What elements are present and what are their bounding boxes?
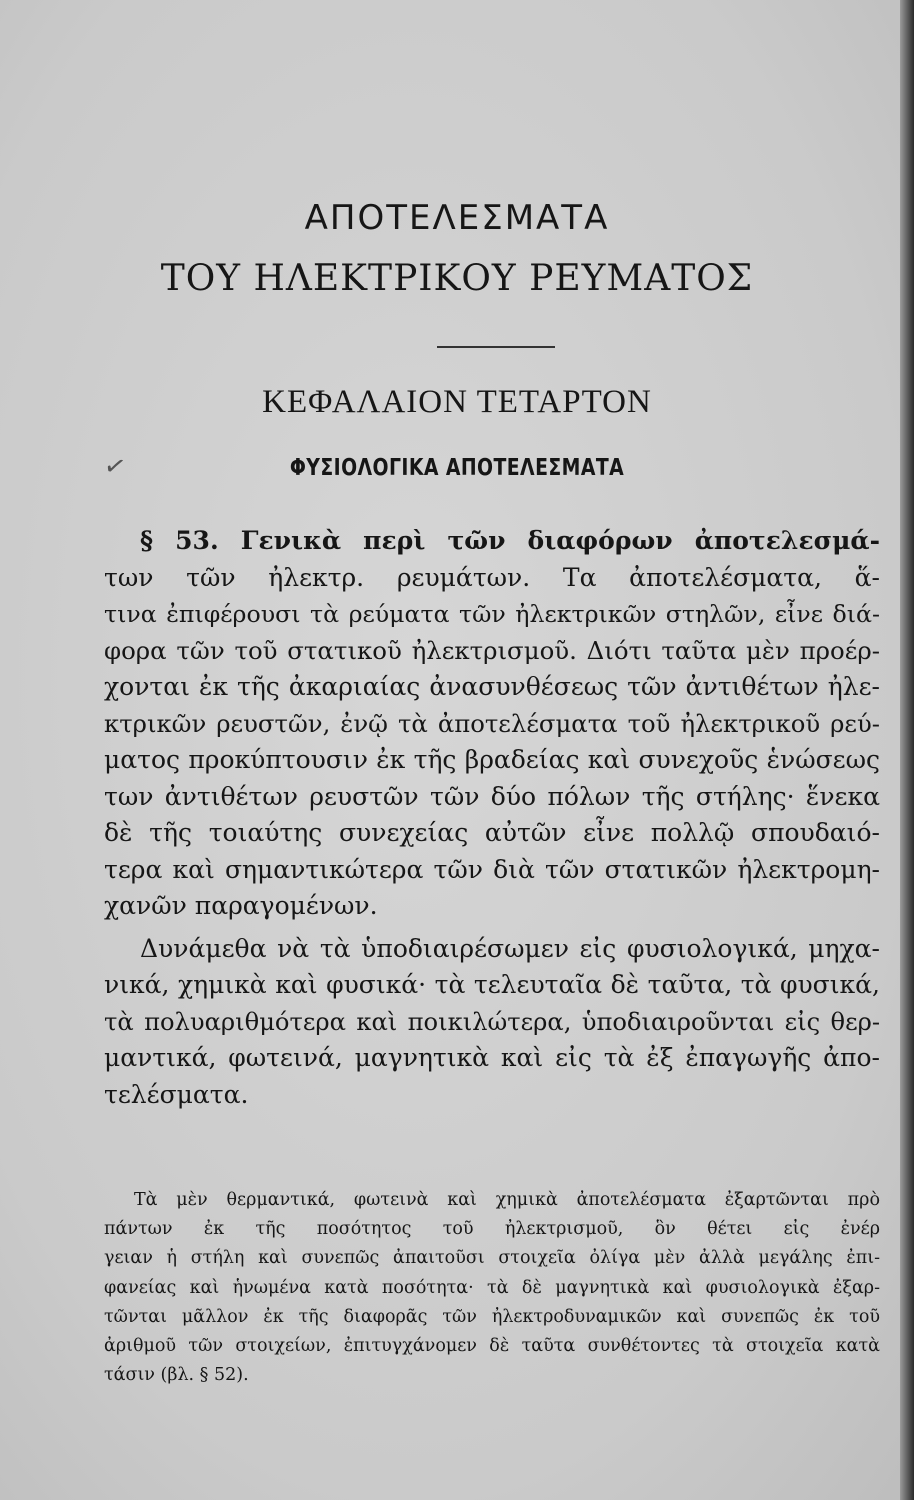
body-line: των τῶν ἠλεκτρ. ρευμάτων. Τα ἀποτελέσματα, ἅ- [104, 562, 880, 592]
body-line: τινα ἐπιφέρουσι τὰ ρεύματα τῶν ἠλεκτρικῶν στηλῶν, εἶνε διά- [104, 600, 880, 628]
body-line: τελέσματα. [104, 1079, 249, 1109]
body-line: φορα τῶν τοῦ στατικοῦ ἠλεκτρισμοῦ. Διότι ταῦτα μὲν προέρ- [104, 635, 880, 665]
body-line: Δυνάμεθα νὰ τὰ ὑποδιαιρέσωμεν εἰς φυσιολογικά, μηχα- [140, 933, 880, 963]
body-line: ματος προκύπτουσιν ἐκ τῆς βραδείας καὶ συνεχοῦς ἑνώσεως [104, 745, 880, 774]
body-line: τὰ πολυαριθμότερα καὶ ποικιλώτερα, ὑποδιαιροῦνται εἰς θερ- [104, 1007, 880, 1036]
title-divider [437, 346, 555, 348]
body-line: κτρικῶν ρευστῶν, ἐνῷ τὰ ἀποτελέσματα τοῦ ἠλεκτρικοῦ ρεύ- [104, 708, 880, 738]
section-heading: ΦΥΣΙΟΛΟΓΙΚΑ ΑΠΟΤΕΛΕΣΜΑΤΑ [289, 455, 625, 481]
note-line: τάσιν (βλ. § 52). [104, 1365, 249, 1386]
note-line: τῶνται μᾶλλον ἐκ τῆς διαφορᾶς τῶν ἠλεκτροδυναμικῶν καὶ συνεπῶς ἐκ τοῦ [104, 1306, 880, 1327]
body-line: μαντικά, φωτεινά, μαγνητικὰ καὶ εἰς τὰ ἐξ ἐπαγωγῆς ἀπο- [104, 1043, 880, 1072]
body-line: τερα καὶ σημαντικώτερα τῶν διὰ τῶν στατικῶν ἠλεκτρομη- [104, 854, 880, 884]
body-line: νικά, χημικὰ καὶ φυσικά· τὰ τελευταῖα δὲ ταῦτα, τὰ φυσικά, [104, 970, 880, 999]
note-line: φανείας καὶ ἡνωμένα κατὰ ποσότητα· τὰ δὲ μαγνητικὰ καὶ φυσιολογικὰ ἐξαρ- [104, 1277, 880, 1298]
handwritten-checkmark: ✓ [101, 450, 129, 484]
body-line: των ἀντιθέτων ρευστῶν τῶν δύο πόλων τῆς στήλης· ἕνεκα [104, 781, 880, 811]
body-line: χονται ἐκ τῆς ἀκαριαίας ἀνασυνθέσεως τῶν ἀντιθέτων ἠλε- [104, 672, 880, 701]
body-line: § 53. Γενικὰ περὶ τῶν διαφόρων ἀποτελεσμά- [140, 526, 880, 555]
note-line: πάντων ἐκ τῆς ποσότητος τοῦ ἠλεκτρισμοῦ, ὃν θέτει εἰς ἐνέρ [104, 1219, 880, 1240]
note-line: γειαν ἡ στήλη καὶ συνεπῶς ἀπαιτοῦσι στοιχεῖα ὀλίγα μὲν ἀλλὰ μεγάλης ἐπι- [104, 1248, 880, 1269]
main-title: ΑΠΟΤΕΛΕΣΜΑΤΑ [304, 198, 610, 238]
footnote-text [104, 1186, 880, 1390]
body-text [104, 523, 880, 1113]
main-subtitle: ΤΟΥ ΗΛΕΚΤΡΙΚΟΥ ΡΕΥΜΑΤΟΣ [160, 258, 754, 299]
note-line: Τὰ μὲν θερμαντικά, φωτεινὰ καὶ χημικὰ ἀποτελέσματα ἐξαρτῶνται πρὸ [134, 1190, 880, 1210]
chapter-heading: ΚΕΦΑΛΑΙΟΝ ΤΕΤΑΡΤΟΝ [262, 384, 652, 420]
body-line: δὲ τῆς τοιαύτης συνεχείας αὐτῶν εἶνε πολλῷ σπουδαιό- [104, 818, 880, 847]
body-line: χανῶν παραγομένων. [104, 891, 378, 920]
note-line: ἀριθμοῦ τῶν στοιχείων, ἐπιτυγχάνομεν δὲ ταῦτα συνθέτοντες τὰ στοιχεῖα κατὰ [104, 1335, 880, 1356]
